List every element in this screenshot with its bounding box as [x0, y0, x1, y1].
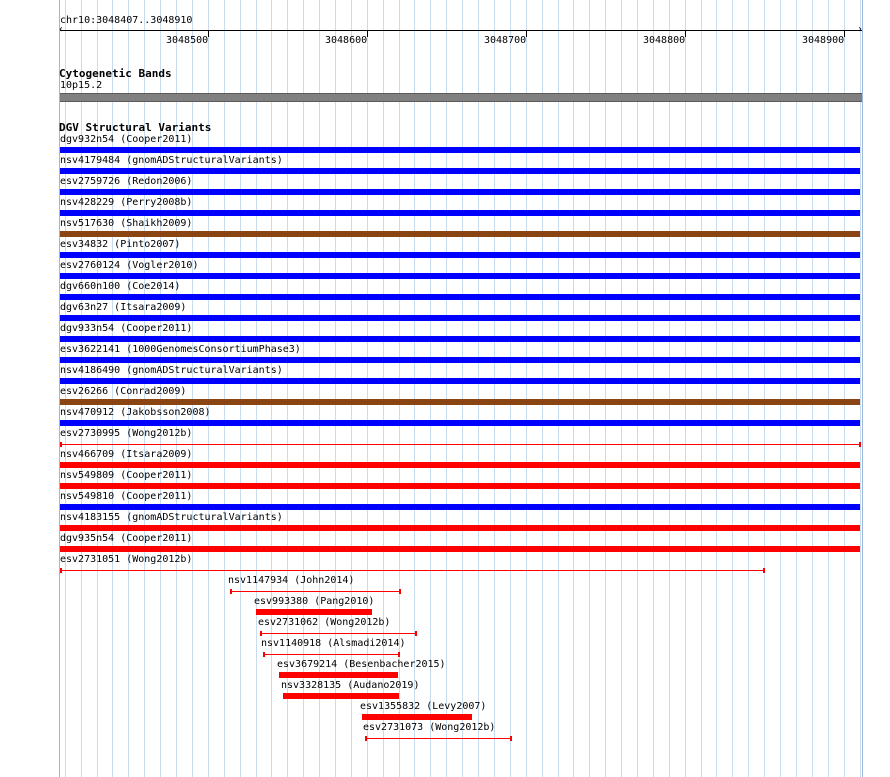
variant-bar[interactable]	[60, 420, 860, 426]
variant-bar[interactable]	[283, 693, 399, 699]
ruler-tick-label: 3048600	[325, 35, 368, 46]
variant-bar[interactable]	[60, 525, 860, 531]
variant-bar[interactable]	[60, 546, 860, 552]
variant-span-line[interactable]	[60, 570, 764, 571]
variant-end-cap	[60, 442, 62, 447]
variant-end-cap	[763, 568, 765, 573]
dgv-track-title: DGV Structural Variants	[59, 121, 212, 134]
variant-bar[interactable]	[60, 315, 860, 321]
variant-span-line[interactable]	[260, 633, 416, 634]
variant-label[interactable]: dgv63n27 (Itsara2009)	[60, 302, 187, 313]
ruler-arrow-left-icon: ‹	[58, 24, 65, 35]
variant-label[interactable]: esv2731062 (Wong2012b)	[258, 617, 391, 628]
variant-label[interactable]: esv34832 (Pinto2007)	[60, 239, 181, 250]
ruler-tick-label: 3048500	[166, 35, 209, 46]
variant-bar[interactable]	[60, 357, 860, 363]
variant-bar[interactable]	[60, 504, 860, 510]
variant-label[interactable]: nsv466709 (Itsara2009)	[60, 449, 193, 460]
ruler-tick-label: 3048800	[643, 35, 686, 46]
variant-bar[interactable]	[60, 378, 860, 384]
variant-bar[interactable]	[60, 483, 860, 489]
variant-end-cap	[260, 631, 262, 636]
ruler-tick-label: 3048700	[484, 35, 527, 46]
variant-label[interactable]: nsv549810 (Cooper2011)	[60, 491, 193, 502]
variant-label[interactable]: dgv935n54 (Cooper2011)	[60, 533, 193, 544]
variant-label[interactable]: nsv470912 (Jakobsson2008)	[60, 407, 211, 418]
variant-label[interactable]: nsv549809 (Cooper2011)	[60, 470, 193, 481]
variant-label[interactable]: nsv4179484 (gnomADStructuralVariants)	[60, 155, 283, 166]
variant-label[interactable]: nsv517630 (Shaikh2009)	[60, 218, 193, 229]
variant-end-cap	[510, 736, 512, 741]
variant-span-line[interactable]	[365, 738, 511, 739]
variant-label[interactable]: dgv933n54 (Cooper2011)	[60, 323, 193, 334]
variant-end-cap	[859, 442, 861, 447]
variant-bar[interactable]	[279, 672, 398, 678]
variant-end-cap	[60, 568, 62, 573]
variant-label[interactable]: esv2731051 (Wong2012b)	[60, 554, 193, 565]
ruler-arrow-right-icon: ›	[857, 24, 864, 35]
variant-bar[interactable]	[60, 462, 860, 468]
variant-bar[interactable]	[362, 714, 472, 720]
variant-label[interactable]: esv2731073 (Wong2012b)	[363, 722, 496, 733]
variant-label[interactable]: esv1355832 (Levy2007)	[360, 701, 487, 712]
variant-bar[interactable]	[256, 609, 372, 615]
variant-end-cap	[399, 589, 401, 594]
variant-bar[interactable]	[60, 168, 860, 174]
variant-span-line[interactable]	[230, 591, 400, 592]
variant-label[interactable]: nsv4186490 (gnomADStructuralVariants)	[60, 365, 283, 376]
variant-label[interactable]: esv2730995 (Wong2012b)	[60, 428, 193, 439]
variant-bar[interactable]	[60, 399, 860, 405]
variant-end-cap	[365, 736, 367, 741]
variant-label[interactable]: esv26266 (Conrad2009)	[60, 386, 187, 397]
variant-label[interactable]: esv3679214 (Besenbacher2015)	[277, 659, 446, 670]
variant-label[interactable]: nsv1147934 (John2014)	[228, 575, 355, 586]
variant-label[interactable]: esv3622141 (1000GenomesConsortiumPhase3)	[60, 344, 301, 355]
variant-bar[interactable]	[60, 252, 860, 258]
variant-bar[interactable]	[60, 147, 860, 153]
variant-label[interactable]: esv2759726 (Redon2006)	[60, 176, 193, 187]
variant-bar[interactable]	[60, 273, 860, 279]
variant-label[interactable]: nsv4183155 (gnomADStructuralVariants)	[60, 512, 283, 523]
variant-label[interactable]: esv2760124 (Vogler2010)	[60, 260, 199, 271]
variant-end-cap	[230, 589, 232, 594]
variant-label[interactable]: nsv3328135 (Audano2019)	[281, 680, 420, 691]
variant-end-cap	[415, 631, 417, 636]
variant-bar[interactable]	[60, 336, 860, 342]
cytoband-track-title: Cytogenetic Bands	[59, 67, 172, 80]
variant-label[interactable]: dgv660n100 (Coe2014)	[60, 281, 181, 292]
variant-bar[interactable]	[60, 231, 860, 237]
ruler-tick-label: 3048900	[802, 35, 845, 46]
variant-label[interactable]: esv993380 (Pang2010)	[254, 596, 375, 607]
cytoband-label: 10p15.2	[60, 80, 103, 91]
variant-end-cap	[263, 652, 265, 657]
ruler-region-label: chr10:3048407..3048910	[60, 15, 193, 26]
variant-label[interactable]: nsv428229 (Perry2008b)	[60, 197, 193, 208]
variant-span-line[interactable]	[263, 654, 398, 655]
variant-bar[interactable]	[60, 294, 860, 300]
variant-label[interactable]: dgv932n54 (Cooper2011)	[60, 134, 193, 145]
variant-bar[interactable]	[60, 189, 860, 195]
variant-label[interactable]: nsv1140918 (Alsmadi2014)	[261, 638, 406, 649]
variant-bar[interactable]	[60, 210, 860, 216]
variant-end-cap	[398, 652, 400, 657]
variant-span-line[interactable]	[60, 444, 860, 445]
